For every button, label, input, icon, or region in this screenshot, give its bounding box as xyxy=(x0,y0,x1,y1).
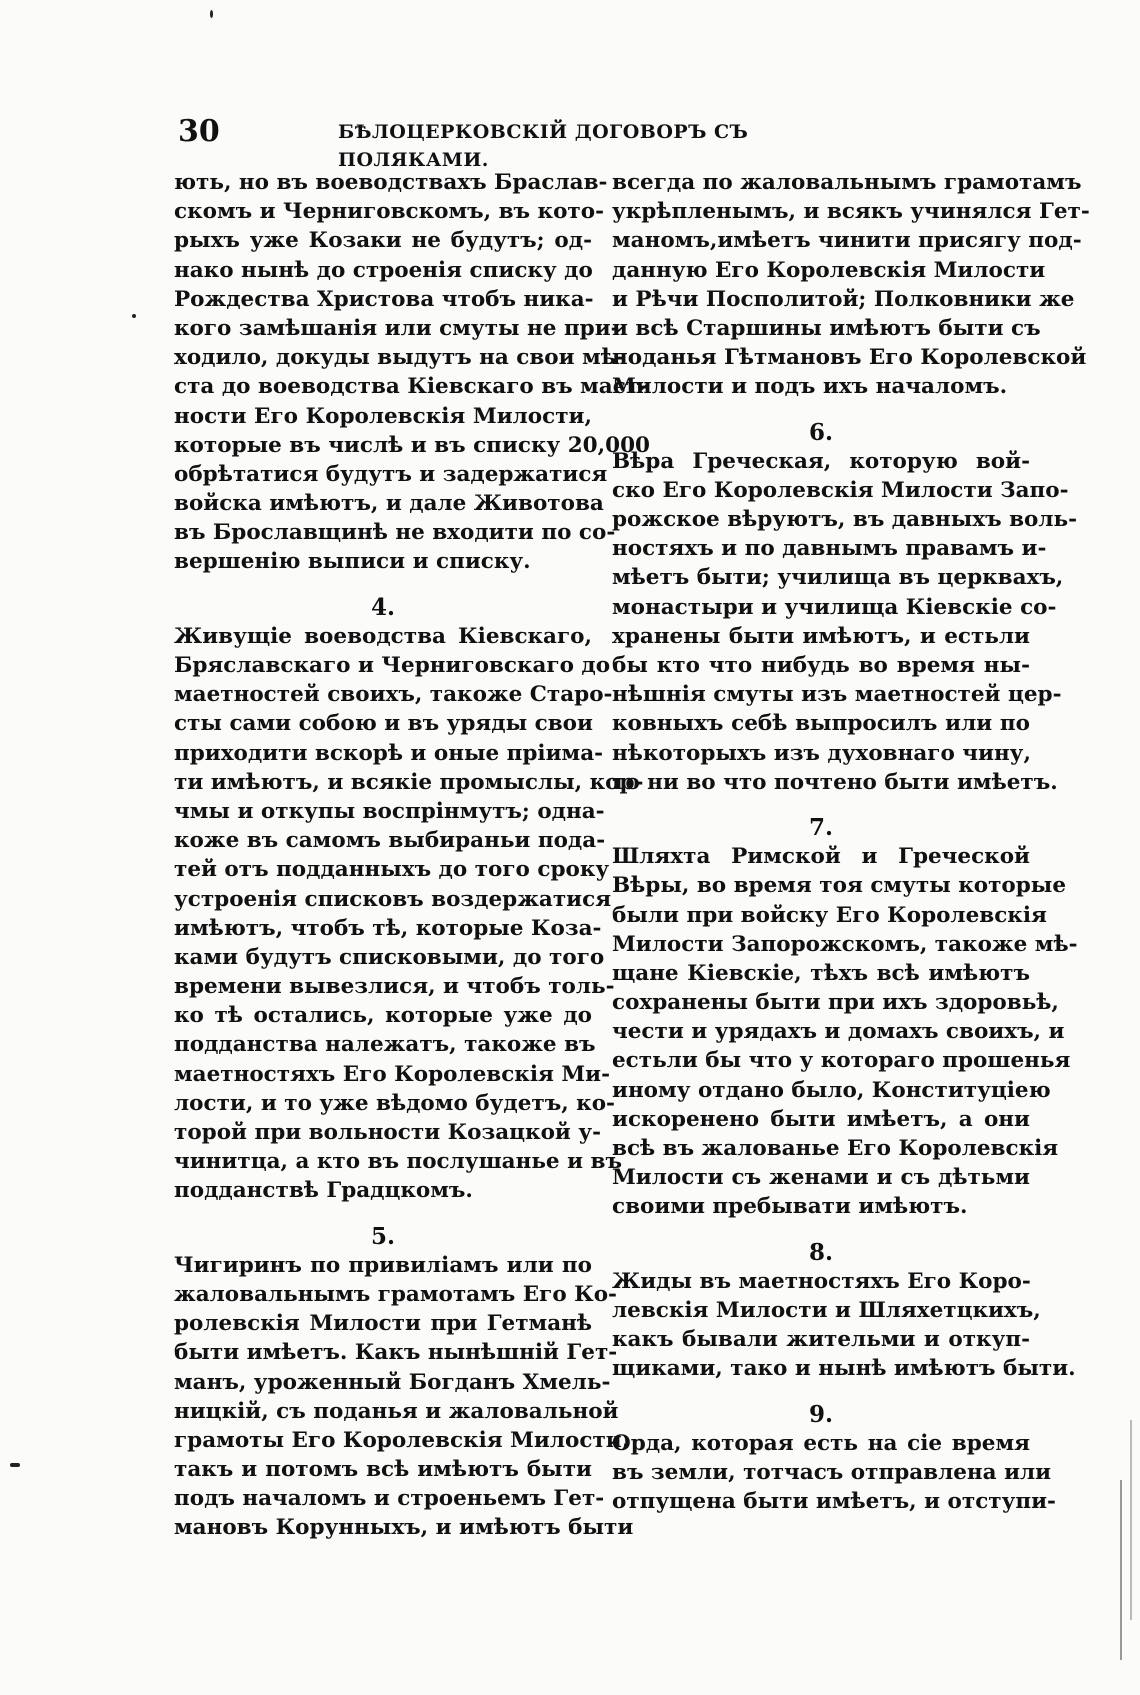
right-text-line: то ни во что почтено быти имѣетъ. xyxy=(612,769,1058,795)
right-text-line: своими пребывати имѣютъ. xyxy=(612,1194,968,1220)
left-text-line: мановъ Корунныхъ, и имѣютъ быти xyxy=(174,1515,634,1541)
right-text-line: Орда, которая есть на сіе время xyxy=(612,1430,1030,1456)
page-header xyxy=(178,112,858,171)
right-text-line: нѣшнія смуты изъ маетностей цер- xyxy=(612,682,1062,708)
left-text-line: времени вывезлися, и чтобъ толь- xyxy=(174,974,615,1000)
right-text-line: отпущена быти имѣетъ, и отступи- xyxy=(612,1489,1056,1515)
right-text-line: ковныхъ себѣ выпросилъ или по xyxy=(612,711,1030,737)
left-text-line: которые въ числѣ и въ списку 20,000 xyxy=(174,432,651,458)
left-text-line: чинитца, а кто въ послушанье и въ xyxy=(174,1149,622,1175)
left-text-line: жаловальнымъ грамотамъ Его Ко- xyxy=(174,1281,617,1307)
left-text-line: нако нынѣ до строенія списку до xyxy=(174,257,593,283)
right-text-line: нѣкоторыхъ изъ духовнаго чину, xyxy=(612,740,1031,766)
right-text-line: искоренено быти имѣетъ, а они xyxy=(612,1106,1030,1132)
right-text-line: всегда по жаловальнымъ грамотамъ xyxy=(612,170,1082,195)
section-gap xyxy=(174,577,592,585)
right-text-line: щиками, тако и нынѣ имѣютъ быти. xyxy=(612,1356,1076,1382)
left-text-line: маетностей своихъ, такоже Старо- xyxy=(174,682,613,708)
right-text-line: Вѣры, во время тоя смуты которые xyxy=(612,873,1067,899)
right-text-line: бы кто что нибудь во время ны- xyxy=(612,653,1030,678)
left-text-line: тей отъ подданныхъ до того сроку xyxy=(174,857,610,883)
section-gap xyxy=(612,805,1030,813)
left-text-line: Чигиринъ по привиліамъ или по xyxy=(174,1252,592,1278)
section-gap xyxy=(612,797,1030,805)
left-text-line: маетностяхъ Его Королевскія Ми- xyxy=(174,1061,611,1087)
page-number: 30 xyxy=(178,114,220,149)
left-text-line: Бряславскаго и Черниговскаго до xyxy=(174,653,611,678)
left-text-line: коже въ самомъ выбираньи пода- xyxy=(174,828,606,854)
section-gap xyxy=(174,585,592,593)
left-text-line: войска имѣютъ, и дале Животова xyxy=(174,491,604,517)
left-text-line: лости, и то уже вѣдомо будетъ, ко- xyxy=(174,1090,615,1116)
left-text-line: быти имѣетъ. Какъ нынѣшній Гет- xyxy=(174,1340,618,1366)
left-text-line: ста до воеводства Кіевскаго въ маєт- xyxy=(174,374,649,400)
left-text-line: ролевскія Милости при Гетманѣ xyxy=(174,1311,592,1337)
right-text-line: Милости Запорожскомъ, такоже мѣ- xyxy=(612,931,1078,957)
section-gap xyxy=(612,402,1030,410)
left-text-line: торой при вольности Козацкой у- xyxy=(174,1120,602,1145)
right-text-line: Милости съ женами и съ дѣтьми xyxy=(612,1165,1030,1191)
left-text-line: вершенію выписи и списку. xyxy=(174,549,531,575)
right-text-line: хранены быти имѣютъ, и естьли xyxy=(612,623,1030,649)
left-text-line: чмы и откупы воспрінмутъ; одна- xyxy=(174,798,605,824)
left-text-line: ности Его Королевскія Милости, xyxy=(174,403,592,429)
right-text-line: Шляхта Римской и Греческой xyxy=(612,844,1030,870)
right-text-line: въ земли, тотчасъ отправлена или xyxy=(612,1459,1052,1485)
right-text-line: рожское вѣруютъ, въ давныхъ воль- xyxy=(612,507,1078,533)
left-text-line: подъ началомъ и строеньемъ Гет- xyxy=(174,1486,605,1512)
right-text-line: щане Кіевскіе, тѣхъ всѣ имѣютъ xyxy=(612,960,1030,986)
left-text-line: подданства належатъ, такоже въ xyxy=(174,1032,596,1058)
right-text-line: всѣ въ жалованье Его Королевскія xyxy=(612,1136,1059,1161)
left-text-line: кого замѣшанія или смуты не при- xyxy=(174,315,620,341)
section-gap xyxy=(612,410,1030,418)
right-text-line: были при войску Его Королевскія xyxy=(612,902,1047,928)
section-number: 5. xyxy=(370,1222,395,1250)
left-text-line: приходити вскорѣ и оные пріима- xyxy=(174,740,604,766)
right-text-line: поданья Гѣтмановъ Его Королевской xyxy=(612,345,1087,371)
section-gap xyxy=(612,1222,1030,1230)
left-text-line: такъ и потомъ всѣ имѣютъ быти xyxy=(174,1457,592,1483)
left-text-line: рыхъ уже Козаки не будутъ; од- xyxy=(174,228,592,254)
right-text-line: укрѣпленымъ, и всякъ учинялся Гет- xyxy=(612,199,1090,225)
section-number: 6. xyxy=(808,418,833,446)
left-text-line: обрѣтатися будутъ и задержатися xyxy=(174,461,608,487)
left-text-line: ницкій, съ поданья и жаловальной xyxy=(174,1398,619,1424)
left-text-line: ками будутъ списковыми, до того xyxy=(174,944,605,970)
left-text-line: Живущіе воеводства Кіевскаго, xyxy=(174,623,592,649)
section-gap xyxy=(174,1214,592,1222)
left-text-line: ють, но въ воеводствахъ Браслав- xyxy=(174,170,608,195)
left-text-line: устроенія списковъ воздержатися xyxy=(174,886,612,912)
left-column xyxy=(174,168,651,1543)
section-gap xyxy=(612,1392,1030,1400)
running-title: БѢЛОЦЕРКОВСКІЙ ДОГОВОРЪ СЪ ПОЛЯКАМИ. xyxy=(338,121,749,171)
section-number: 8. xyxy=(808,1238,833,1266)
section-number: 9. xyxy=(808,1400,833,1428)
right-text-line: монастыри и училища Кіевскіе со- xyxy=(612,594,1057,620)
right-text-line: мѣетъ быти; училища въ церквахъ, xyxy=(612,565,1064,591)
right-text-line: какъ бывали жительми и откуп- xyxy=(612,1327,1030,1353)
section-number: 4. xyxy=(370,593,395,621)
left-text-line: въ Брославщинѣ не входити по со- xyxy=(174,520,616,546)
left-text-line: сты сами собою и въ уряды свои xyxy=(174,711,593,737)
left-text-line: скомъ и Черниговскомъ, въ кото- xyxy=(174,199,604,225)
right-text-line: чести и урядахъ и домахъ своихъ, и xyxy=(612,1019,1065,1045)
right-text-line: ностяхъ и по давнымъ правамъ и- xyxy=(612,536,1047,562)
right-text-line: и всѣ Старшины имѣютъ быти съ xyxy=(612,315,1041,341)
right-text-line: данную Его Королевскія Милости xyxy=(612,257,1046,283)
right-text-line: маномъ,имѣетъ чинити присягу под- xyxy=(612,228,1082,254)
right-text-line: ско Его Королевскія Милости Запо- xyxy=(612,477,1069,503)
right-text-line: естьли бы что у котораго прошенья xyxy=(612,1048,1071,1074)
right-text-line: Вѣра Греческая, которую вой- xyxy=(612,448,1030,474)
section-gap xyxy=(174,1206,592,1214)
left-text-line: манъ, уроженный Богданъ Хмель- xyxy=(174,1369,611,1395)
right-text-line: Милости и подъ ихъ началомъ. xyxy=(612,374,1008,400)
left-text-line: Рождества Христова чтобъ ника- xyxy=(174,286,594,312)
right-text-line: сохранены быти при ихъ здоровьѣ, xyxy=(612,990,1059,1016)
section-number: 7. xyxy=(808,813,833,841)
right-text-line: левскія Милости и Шляхетцкихъ, xyxy=(612,1297,1041,1323)
right-text-line: Жиды въ маетностяхъ Его Коро- xyxy=(612,1268,1031,1294)
left-text-line: ти имѣютъ, и всякіе промыслы, кор- xyxy=(174,769,644,795)
left-text-line: подданствѣ Градцкомъ. xyxy=(174,1178,473,1204)
right-text-line: иному отдано было, Конституціею xyxy=(612,1077,1051,1103)
left-text-line: ходило, докуды выдутъ на свои мѣ- xyxy=(174,345,625,371)
left-text-line: грамоты Его Королевскія Милости, xyxy=(174,1427,630,1453)
left-text-line: имѣютъ, чтобъ тѣ, которые Коза- xyxy=(174,915,602,941)
right-text-line: и Рѣчи Посполитой; Полковники же xyxy=(612,286,1075,312)
section-gap xyxy=(612,1384,1030,1392)
section-gap xyxy=(612,1230,1030,1238)
right-column xyxy=(612,168,1090,1516)
left-text-line: ко тѣ остались, которые уже до xyxy=(174,1003,592,1029)
